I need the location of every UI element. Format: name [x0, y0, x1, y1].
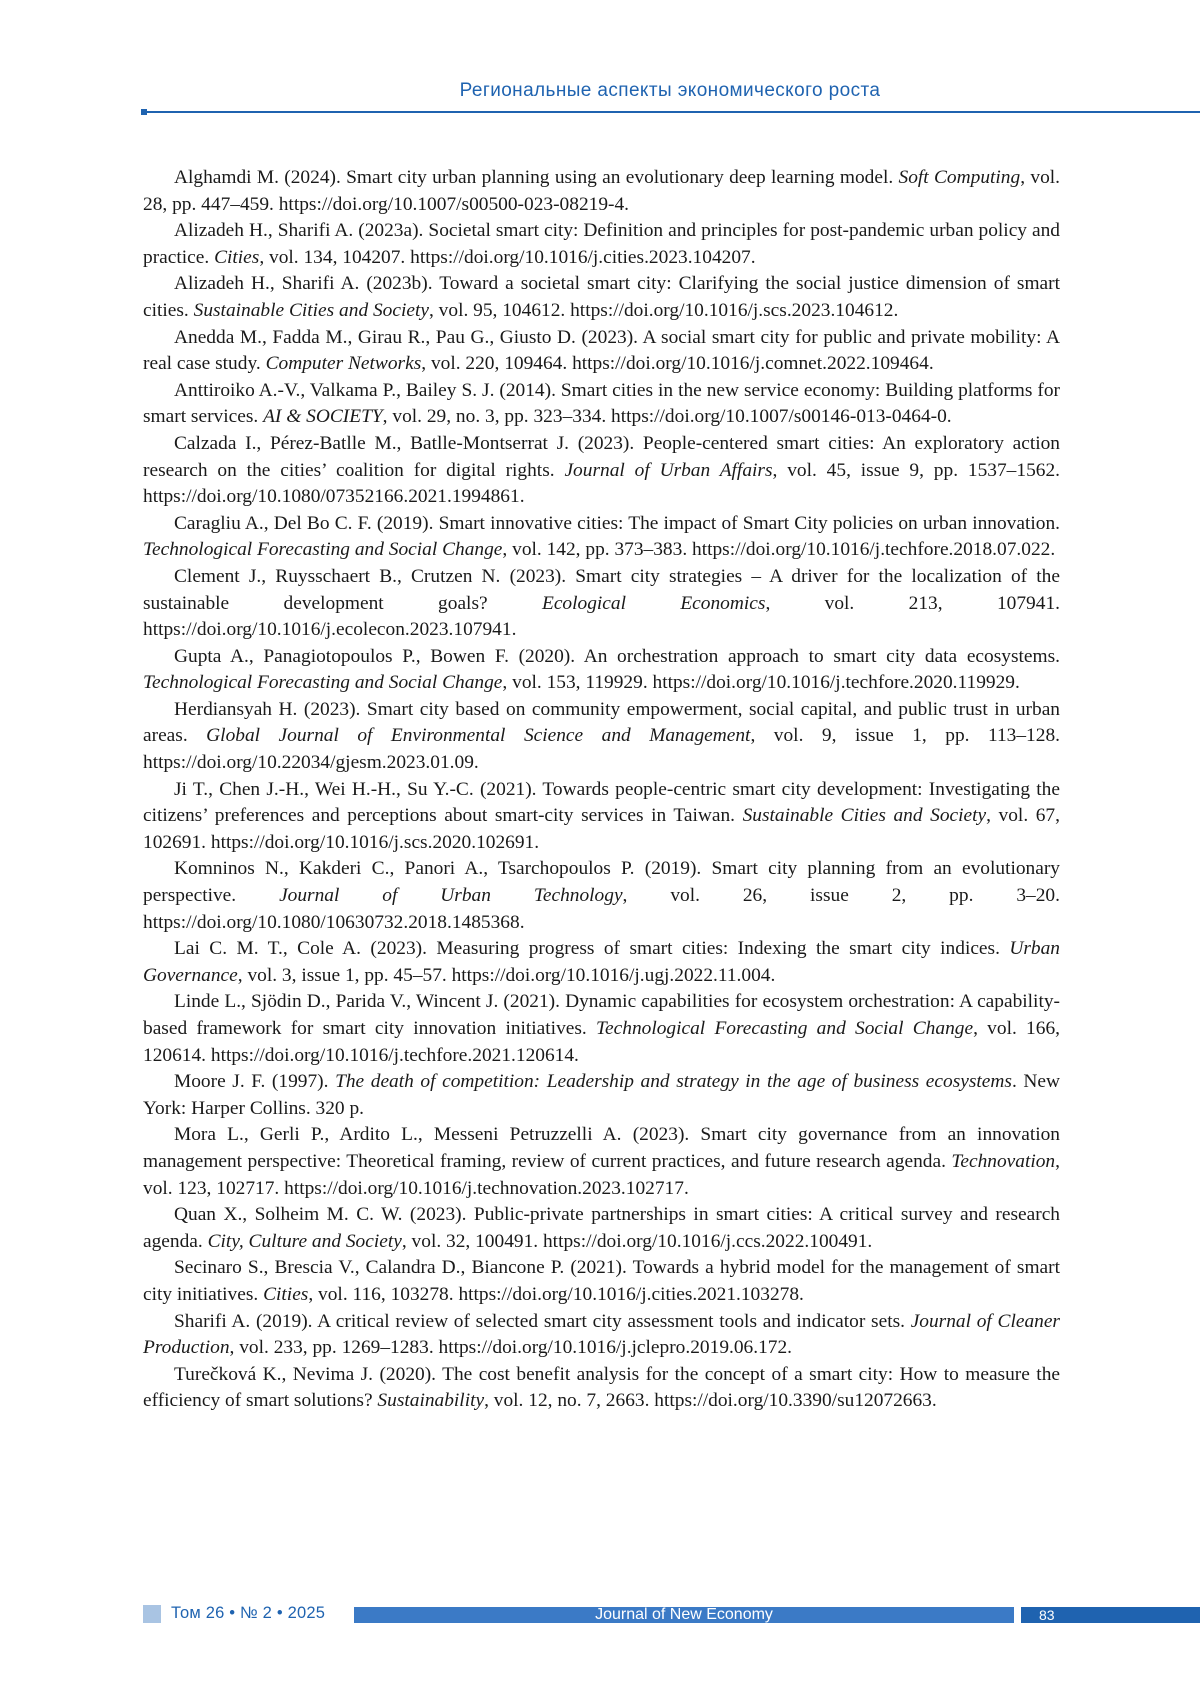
reference-source: Urban Governance: [143, 938, 1060, 986]
reference-item: [143, 936, 1060, 989]
reference-details: , vol. 26, issue 2, pp. 3–20. https://doi.org/10.1080/10630732.2018.1485368.: [143, 885, 1060, 933]
running-head: Региональные аспекты экономического роста: [459, 80, 881, 101]
reference-details: , vol. 123, 102717. https://doi.org/10.1016/j.technovation.2023.102717.: [143, 1150, 1060, 1199]
reference-list: [143, 165, 1060, 1415]
reference-source: City, Culture and Society: [207, 1230, 402, 1252]
reference-details: , vol. 134, 104207. https://doi.org/10.1016/j.cities.2023.104207.: [259, 246, 756, 268]
reference-item: [143, 697, 1060, 777]
reference-item: [143, 1362, 1060, 1415]
reference-item: [143, 564, 1060, 644]
reference-source: Technovation: [951, 1150, 1056, 1172]
reference-source: Sustainability: [377, 1390, 485, 1412]
reference-details: , vol. 12, no. 7, 2663. https://doi.org/10.3390/su12072663.: [484, 1390, 937, 1412]
reference-text: Moore J. F. (1997).: [174, 1071, 336, 1093]
reference-details: , vol. 116, 103278. https://doi.org/10.1016/j.cities.2021.103278.: [308, 1283, 804, 1305]
reference-details: , vol. 166, 120614. https://doi.org/10.1016/j.techfore.2021.120614.: [143, 1018, 1060, 1066]
reference-source: Cities: [263, 1283, 309, 1305]
reference-details: , vol. 95, 104612. https://doi.org/10.1016/j.scs.2023.104612.: [428, 299, 899, 321]
page-number: 83: [1039, 1607, 1055, 1623]
reference-details: , vol. 153, 119929. https://doi.org/10.1016/j.techfore.2020.119929.: [502, 672, 1020, 694]
journal-name-bar: [354, 1607, 1014, 1623]
reference-details: , vol. 213, 107941. https://doi.org/10.1016/j.ecolecon.2023.107941.: [143, 592, 1060, 641]
reference-text: Calzada I., Pérez-Batlle M., Batlle-Montserrat J. (2023). People-centered smart cities: An exploratory action research on the cities’ coalition for digital rights.: [143, 432, 1060, 481]
reference-text: Clement J., Ruysschaert B., Crutzen N. (2023). Smart city strategies – A driver for the localization of the sustainable development goals?: [143, 565, 1060, 614]
reference-source: Sustainable Cities and Society: [193, 299, 429, 321]
reference-text: Mora L., Gerli P., Ardito L., Messeni Petruzzelli A. (2023). Smart city governance from an innovation management perspective: Theoretical framing, review of current practices, and future research agenda.: [143, 1124, 1060, 1172]
reference-details: , vol. 220, 109464. https://doi.org/10.1016/j.comnet.2022.109464.: [421, 353, 934, 375]
reference-source: Journal of Cleaner Production: [143, 1310, 1060, 1359]
reference-item: [143, 989, 1060, 1069]
reference-details: , vol. 233, pp. 1269–1283. https://doi.org/10.1016/j.jclepro.2019.06.172.: [229, 1337, 793, 1359]
reference-text: Anedda M., Fadda M., Girau R., Pau G., Giusto D. (2023). A social smart city for public and private mobility: A real case study.: [143, 326, 1060, 375]
reference-text: Anttiroiko A.-V., Valkama P., Bailey S. J. (2014). Smart cities in the new service economy: Building platforms for smart services.: [143, 379, 1060, 428]
reference-text: Quan X., Solheim M. C. W. (2023). Public-private partnerships in smart cities: A critical survey and research agenda.: [143, 1204, 1060, 1252]
reference-source: Technological Forecasting and Social Change: [143, 672, 503, 694]
reference-item: [143, 218, 1060, 271]
footer-square-marker: [143, 1605, 161, 1623]
reference-details: , vol. 3, issue 1, pp. 45–57. https://doi.org/10.1016/j.ugj.2022.11.004.: [237, 964, 776, 986]
reference-source: Technological Forecasting and Social Change: [596, 1018, 974, 1039]
reference-details: , vol. 28, pp. 447–459. https://doi.org/10.1007/s00500-023-08219-4.: [143, 167, 1060, 215]
reference-text: Secinaro S., Brescia V., Calandra D., Biancone P. (2021). Towards a hybrid model for the management of smart city initiatives.: [143, 1257, 1060, 1305]
reference-details: , vol. 32, 100491. https://doi.org/10.1016/j.ccs.2022.100491.: [401, 1230, 873, 1252]
reference-item: [143, 1069, 1060, 1122]
reference-text: Linde L., Sjödin D., Parida V., Wincent J. (2021). Dynamic capabilities for ecosystem orchestration: A capability-based framework for smart city innovation initiatives.: [143, 991, 1060, 1039]
issue-info: Том 26 • № 2 • 2025: [171, 1604, 326, 1622]
reference-item: [143, 378, 1060, 431]
reference-source: The death of competition: Leadership and strategy in the age of business ecosystems: [335, 1071, 1012, 1093]
reference-text: Komninos N., Kakderi C., Panori A., Tsarchopoulos P. (2019). Smart city planning from an evolutionary perspective.: [143, 858, 1060, 907]
reference-item: [143, 511, 1060, 564]
reference-item: [143, 165, 1060, 218]
page-number-box: [1021, 1607, 1200, 1623]
reference-text: Ji T., Chen J.-H., Wei H.-H., Su Y.-C. (2021). Towards people-centric smart city development: Investigating the citizens’ preferences and perceptions about smart-city services in Taiwan.: [143, 778, 1060, 827]
reference-item: [143, 856, 1060, 936]
reference-item: [143, 431, 1060, 511]
reference-source: Global Journal of Environmental Science and Management: [206, 725, 751, 747]
reference-source: Journal of Urban Technology: [279, 885, 623, 907]
reference-details: . New York: Harper Collins. 320 p.: [143, 1071, 1060, 1119]
journal-name: Journal of New Economy: [595, 1606, 773, 1623]
reference-details: , vol. 45, issue 9, pp. 1537–1562. https://doi.org/10.1080/07352166.2021.1994861.: [143, 459, 1060, 508]
reference-item: [143, 1255, 1060, 1308]
reference-text: Gupta A., Panagiotopoulos P., Bowen F. (2020). An orchestration approach to smart city data ecosystems.: [174, 645, 1060, 667]
reference-text: Caragliu A., Del Bo C. F. (2019). Smart innovative cities: The impact of Smart City policies on urban innovation.: [174, 512, 1060, 534]
reference-source: Ecological Economics: [541, 592, 766, 614]
reference-details: , vol. 29, no. 3, pp. 323–334. https://doi.org/10.1007/s00146-013-0464-0.: [382, 406, 952, 428]
reference-text: Herdiansyah H. (2023). Smart city based on community empowerment, social capital, and public trust in urban areas.: [143, 698, 1060, 747]
reference-details: , vol. 142, pp. 373–383. https://doi.org/10.1016/j.techfore.2018.07.022.: [502, 539, 1056, 561]
reference-source: Cities: [214, 246, 260, 268]
reference-source: Journal of Urban Affairs: [564, 459, 773, 481]
reference-details: , vol. 9, issue 1, pp. 113–128. https://doi.org/10.22034/gjesm.2023.01.09.: [143, 725, 1060, 774]
reference-text: Alizadeh H., Sharifi A. (2023a). Societal smart city: Definition and principles for post-pandemic urban policy and practice.: [143, 220, 1060, 268]
header-rule: [146, 111, 1200, 113]
reference-source: Soft Computing: [898, 167, 1021, 188]
reference-text: Turečková K., Nevima J. (2020). The cost benefit analysis for the concept of a smart city: How to measure the efficiency of smart solutions?: [143, 1363, 1060, 1412]
reference-details: , vol. 67, 102691. https://doi.org/10.1016/j.scs.2020.102691.: [143, 805, 1060, 853]
reference-source: AI & SOCIETY: [263, 406, 383, 428]
reference-item: [143, 777, 1060, 857]
reference-item: [143, 271, 1060, 324]
reference-item: [143, 1122, 1060, 1202]
reference-source: Sustainable Cities and Society: [742, 805, 987, 827]
reference-item: [143, 325, 1060, 378]
reference-item: [143, 644, 1060, 697]
reference-text: Sharifi A. (2019). A critical review of selected smart city assessment tools and indicator sets.: [174, 1310, 911, 1332]
reference-item: [143, 1202, 1060, 1255]
reference-source: Computer Networks: [265, 353, 422, 375]
reference-text: Alghamdi M. (2024). Smart city urban planning using an evolutionary deep learning model.: [174, 167, 899, 188]
reference-text: Alizadeh H., Sharifi A. (2023b). Toward a societal smart city: Clarifying the social justice dimension of smart cities.: [143, 273, 1060, 321]
reference-source: Technological Forecasting and Social Change: [143, 539, 503, 561]
reference-text: Lai C. M. T., Cole A. (2023). Measuring progress of smart cities: Indexing the smart city indices.: [174, 938, 1010, 960]
reference-item: [143, 1309, 1060, 1362]
